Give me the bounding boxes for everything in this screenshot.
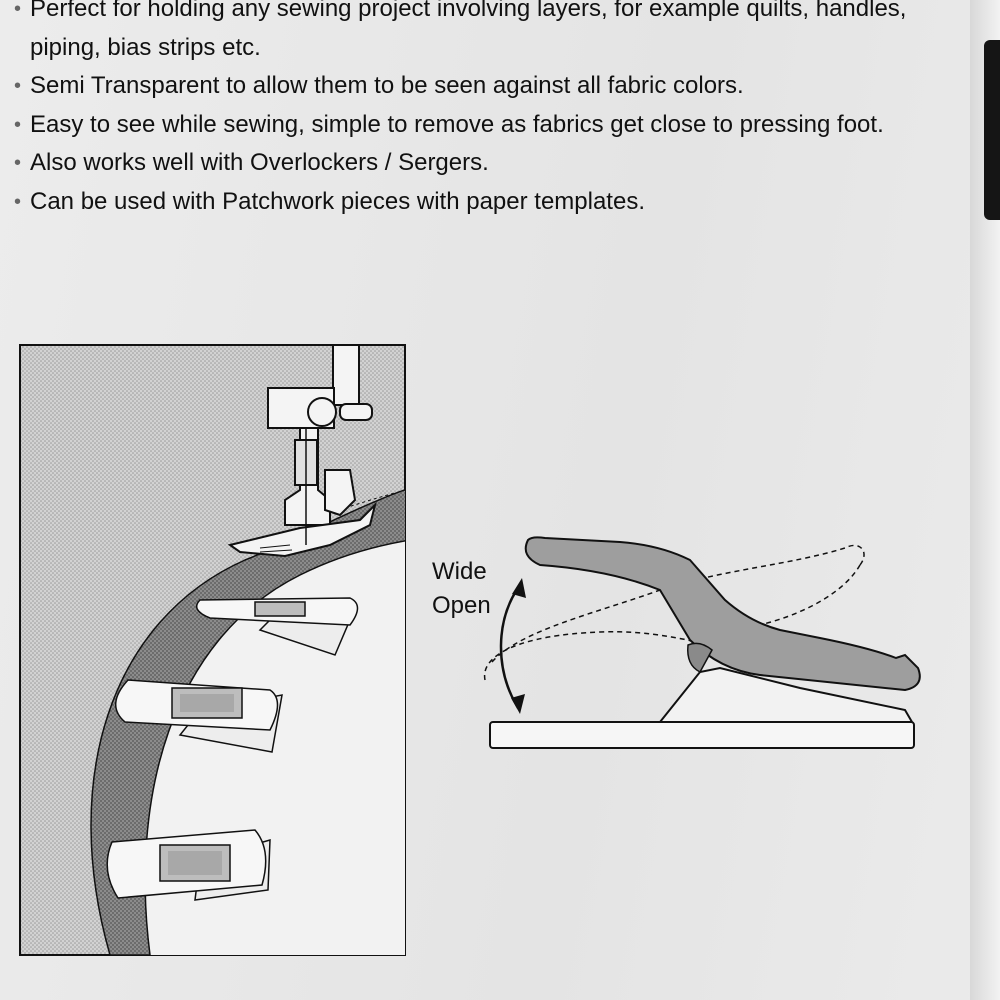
wonder-clip: [107, 830, 270, 900]
wide-label: Wide: [432, 558, 487, 585]
open-label: Open: [432, 592, 491, 619]
sewing-illustration: [20, 345, 410, 955]
clip-upper-jaw: [526, 537, 920, 690]
clip-opening-diagram: [485, 537, 920, 748]
feature-item: • Can be used with Patchwork pieces with paper templates.: [14, 183, 944, 222]
clip-base: [490, 722, 914, 748]
feature-item: • Easy to see while sewing, simple to remove as fabrics get close to pressing foot.: [14, 106, 944, 145]
feature-item: • Semi Transparent to allow them to be seen against all fabric colors.: [14, 67, 944, 106]
feature-item: • Perfect for holding any sewing project involving layers, for example quilts, handles, piping, bias strips etc.: [14, 0, 944, 67]
open-arrow: [501, 585, 520, 708]
feature-item: • Also works well with Overlockers / Sergers.: [14, 144, 944, 183]
